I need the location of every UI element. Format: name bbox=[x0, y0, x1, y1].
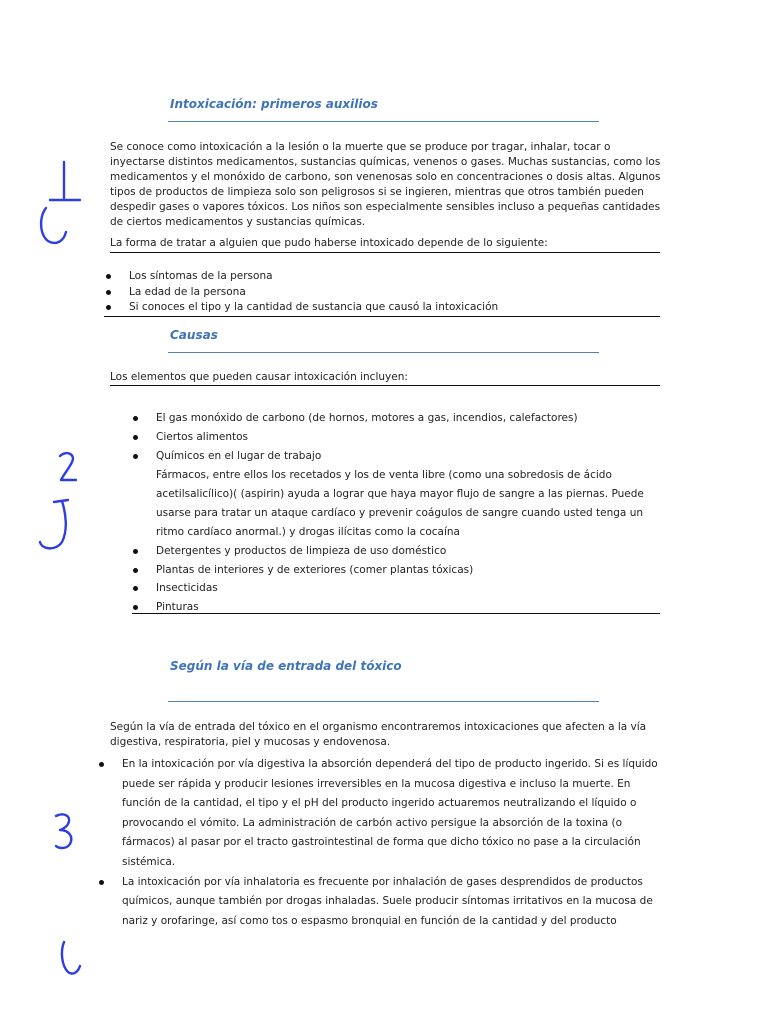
bullet-icon bbox=[133, 454, 138, 459]
list-item bbox=[105, 269, 665, 285]
list-item-text: Pinturas bbox=[156, 600, 199, 613]
list-item bbox=[132, 579, 662, 598]
list-item-text: Plantas de interiores y de exteriores (comer plantas tóxicas) bbox=[156, 563, 474, 576]
section-3-title: Según la vía de entrada del tóxico bbox=[170, 659, 402, 673]
section-1-list-rule bbox=[104, 316, 660, 317]
section-2-lead-rule bbox=[110, 385, 660, 386]
section-1-list bbox=[105, 269, 665, 316]
handwritten-c-mark bbox=[36, 198, 76, 250]
list-item bbox=[98, 873, 660, 932]
list-item bbox=[98, 755, 660, 873]
handwritten-2-mark bbox=[52, 448, 82, 486]
section-1-title-rule bbox=[168, 121, 599, 122]
handwritten-j-mark bbox=[32, 494, 82, 556]
section-1-lead: La forma de tratar a alguien que pudo haberse intoxicado depende de lo siguiente: bbox=[110, 237, 548, 249]
list-item-text: La intoxicación por vía inhalatoria es frecuente por inhalación de gases desprendidos de productos químicos, aunque también por drogas inhaladas. Suele producir síntomas irritativos en la mucosa de nariz y orofaringe, así como tos o espasmo bronquial en función de la cantidad y del producto bbox=[122, 875, 653, 927]
list-item bbox=[105, 285, 665, 301]
list-item-text: Ciertos alimentos bbox=[156, 431, 248, 443]
handwritten-3-mark bbox=[50, 808, 80, 856]
list-item bbox=[132, 409, 662, 428]
list-item bbox=[105, 300, 665, 316]
bullet-icon bbox=[106, 290, 111, 295]
section-1-lead-rule bbox=[110, 252, 660, 253]
list-item-text: Los síntomas de la persona bbox=[129, 270, 273, 282]
list-item-text: Químicos en el lugar de trabajo bbox=[156, 450, 322, 462]
bullet-icon bbox=[106, 274, 111, 279]
section-2-title: Causas bbox=[170, 328, 218, 342]
bullet-icon bbox=[133, 568, 138, 573]
bullet-icon bbox=[133, 416, 138, 421]
bullet-icon bbox=[133, 605, 138, 610]
list-item bbox=[132, 428, 662, 447]
list-item-text: En la intoxicación por vía digestiva la absorción dependerá del tipo de producto ingerido. Si es líquido puede ser rápida y producir lesiones irreversibles en la mucosa digestiva e incluso la muerte. En función de la cantidad, el tipo y el pH del producto ingerido actuaremos neutralizando el líquido o provocando el vómito. La administración de carbón activo persigue la absorción de la toxina (o fármacos) al pasar por el tracto gastrointestinal de forma que dicho tóxico no pase a la circulación sistémica. bbox=[122, 758, 658, 868]
list-item bbox=[132, 542, 662, 561]
bullet-icon bbox=[133, 549, 138, 554]
bullet-icon bbox=[106, 305, 111, 310]
list-item-text: Si conoces el tipo y la cantidad de sustancia que causó la intoxicación bbox=[129, 301, 499, 313]
section-2-list-rule bbox=[132, 613, 660, 614]
bullet-icon bbox=[99, 762, 104, 767]
list-item-continuation: Fármacos, entre ellos los recetados y los de venta libre (como una sobredosis de ácido acetilsalicílico)( (aspirin) ayuda a lograr que haya mayor flujo de sangre a las piernas. Puede usarse para tratar un ataque cardíaco y prevenir coágulos de sangre cuando usted tenga un ritmo cardíaco anormal.) y drogas ilícitas como la cocaína bbox=[156, 469, 644, 538]
section-2-lead: Los elementos que pueden causar intoxicación incluyen: bbox=[110, 371, 408, 383]
list-item-text: La edad de la persona bbox=[129, 285, 246, 298]
section-3-list bbox=[98, 755, 660, 931]
handwritten-c-mark bbox=[56, 934, 86, 982]
list-item-text: Insecticidas bbox=[156, 582, 218, 594]
section-3-title-rule bbox=[168, 701, 599, 702]
section-1-title: Intoxicación: primeros auxilios bbox=[170, 97, 378, 111]
list-item-text: El gas monóxido de carbono (de hornos, motores a gas, incendios, calefactores) bbox=[156, 412, 578, 424]
section-2-list bbox=[132, 409, 662, 616]
bullet-icon bbox=[99, 880, 104, 885]
section-2-title-rule bbox=[168, 352, 599, 353]
bullet-icon bbox=[133, 435, 138, 440]
list-item bbox=[132, 447, 662, 542]
list-item-text: Detergentes y productos de limpieza de uso doméstico bbox=[156, 545, 447, 557]
list-item bbox=[132, 561, 662, 580]
section-3-intro: Según la vía de entrada del tóxico en el organismo encontraremos intoxicaciones que afecten a la vía digestiva, respiratoria, piel y mucosas y endovenosa. bbox=[110, 721, 647, 748]
bullet-icon bbox=[133, 586, 138, 591]
section-1-intro: Se conoce como intoxicación a la lesión o la muerte que se produce por tragar, inhalar, tocar o inyectarse distintos medicamentos, sustancias químicas, venenos o gases. Muchas sustancias, como los medicamentos y el monóxido de carbono, son venenosas solo en concentraciones o dosis altas. Algunos tipos de productos de limpieza solo son peligrosos si se ingieren, mientras que otros también pueden despedir gases o vapores tóxicos. Los niños son especialmente sensibles incluso a pequeñas cantidades de ciertos medicamentos y sustancias químicas. bbox=[110, 141, 661, 228]
